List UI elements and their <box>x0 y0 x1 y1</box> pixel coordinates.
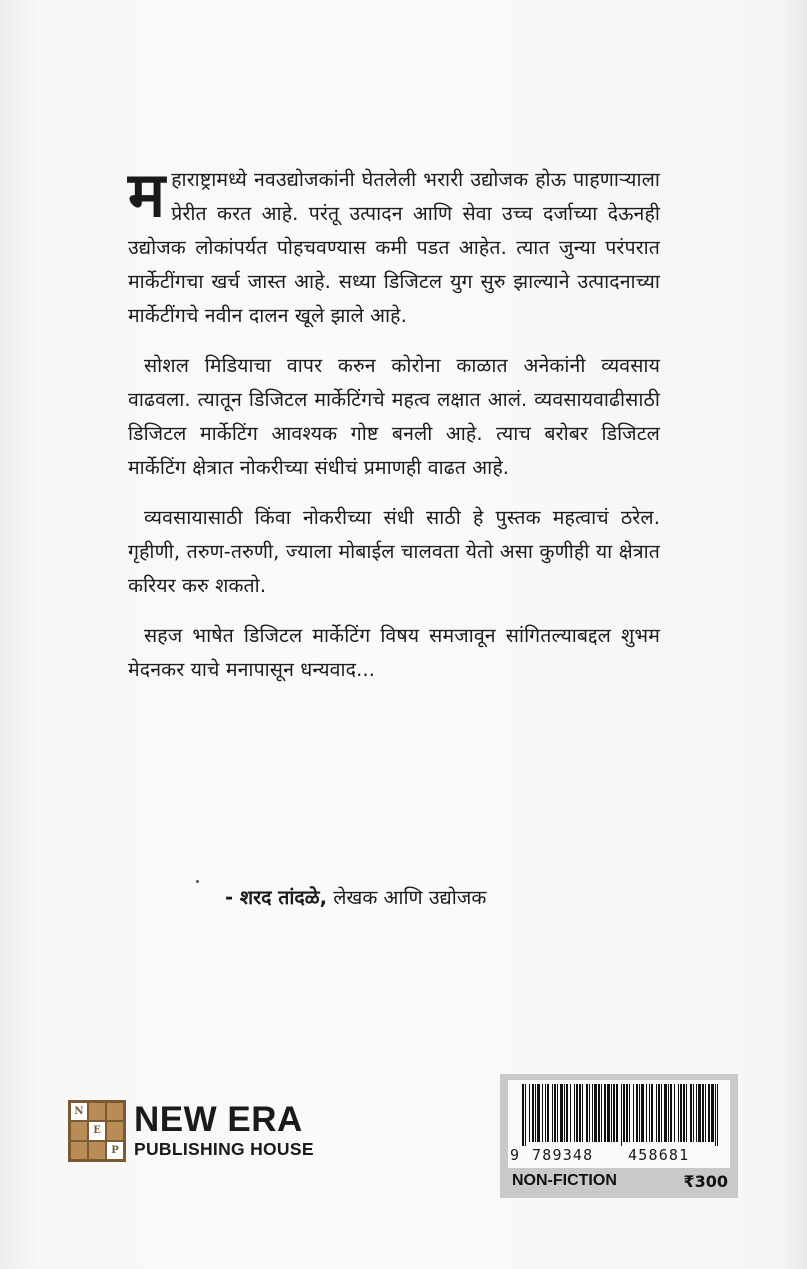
barcode-bar <box>529 1084 530 1142</box>
barcode-bar <box>649 1084 650 1142</box>
barcode-bar <box>698 1084 701 1142</box>
blurb-paragraph-1 <box>128 158 660 333</box>
barcode-bar <box>582 1084 583 1142</box>
barcode-bar <box>604 1084 606 1142</box>
logo-cell-decor <box>70 1141 88 1160</box>
barcode-bar <box>616 1084 618 1142</box>
barcode-bar <box>711 1084 714 1142</box>
barcode-bar <box>560 1084 563 1142</box>
barcode-bar <box>537 1084 540 1142</box>
barcode-bar <box>708 1084 710 1142</box>
drop-cap: म <box>128 158 166 231</box>
barcode-bar <box>690 1084 692 1142</box>
logo-cell-decor <box>70 1121 88 1140</box>
barcode-bar <box>547 1084 549 1142</box>
print-dot <box>196 880 199 883</box>
isbn-prefix: 9 <box>510 1146 520 1164</box>
barcode-bar <box>696 1084 697 1142</box>
author-signature <box>225 882 486 914</box>
barcode-bar <box>683 1084 685 1142</box>
publisher-name: NEW ERA <box>134 1100 303 1139</box>
barcode-bar <box>623 1084 625 1142</box>
logo-letter-p: P <box>106 1141 124 1160</box>
barcode-bar <box>611 1084 612 1142</box>
barcode-bar <box>686 1084 687 1142</box>
barcode-bar <box>542 1084 543 1142</box>
barcode-bar <box>639 1084 640 1142</box>
isbn-group-1: 789348 <box>532 1146 594 1164</box>
barcode-bar <box>641 1084 644 1142</box>
barcode-bar <box>629 1084 630 1142</box>
barcode-bar <box>592 1084 593 1142</box>
barcode-bar <box>693 1084 694 1142</box>
barcode-bar <box>661 1084 662 1142</box>
barcode-bar <box>702 1084 704 1142</box>
barcode-bar <box>601 1084 602 1142</box>
logo-letter-n: N <box>70 1102 88 1121</box>
barcode-bar <box>646 1084 647 1142</box>
logo-cell-decor <box>88 1141 106 1160</box>
blurb-paragraph-1-text: हाराष्ट्रामध्ये नवउद्योजकांनी घेतलेली भरारी उद्योजक होऊ पाहणाऱ्याला प्रेरीत करत आहे. परंतू उत्पादन आणि सेवा उच्च दर्जाच्या देऊनही उद्योजक लोकांपर्यत पोहचवण्यास कमी पडत आहेत. त्यात जुन्या परंपरात मार्केटींगचा खर्च जास्त आहे. सध्या डिजिटल युग सुरु झाल्याने उत्पादनाच्या मार्केटींगचे नवीन दालन खूले झाले आहे. <box>128 168 660 327</box>
barcode-bar <box>576 1084 578 1142</box>
barcode-bar <box>613 1084 615 1142</box>
barcode-bar <box>636 1084 638 1142</box>
barcode-bar <box>715 1084 716 1146</box>
barcode-bar <box>566 1084 568 1142</box>
barcode-bar <box>579 1084 581 1142</box>
barcode-bar <box>545 1084 546 1142</box>
logo-cell-decor <box>106 1102 124 1121</box>
barcode-bar <box>522 1084 524 1146</box>
barcode-bar <box>607 1084 610 1142</box>
book-category: NON-FICTION <box>512 1172 617 1189</box>
publisher-subtitle: PUBLISHING HOUSE <box>134 1139 314 1159</box>
barcode-bar <box>678 1084 679 1142</box>
publisher-logo-icon <box>68 1100 126 1162</box>
logo-cell-decor <box>88 1102 106 1121</box>
signature-name: - शरद तांदळे, <box>225 886 328 909</box>
barcode-bar <box>658 1084 660 1142</box>
barcode-bar <box>532 1084 534 1142</box>
logo-cell-decor <box>106 1121 124 1140</box>
barcode-bar <box>564 1084 565 1142</box>
barcode-bar <box>668 1084 669 1142</box>
barcode-bar <box>705 1084 706 1142</box>
blurb-text <box>128 158 660 687</box>
barcode-bar <box>717 1084 718 1146</box>
barcode-bar <box>574 1084 575 1142</box>
barcode-bar <box>670 1084 672 1142</box>
barcode-bar <box>633 1084 634 1142</box>
barcode-bar <box>651 1084 653 1142</box>
barcode-bar <box>570 1084 571 1142</box>
barcode-bar <box>621 1084 622 1146</box>
book-price: ₹300 <box>683 1172 728 1191</box>
barcode-bar <box>552 1084 553 1142</box>
blurb-paragraph-3: व्यवसायासाठी किंवा नोकरीच्या संधी साठी हे पुस्तक महत्वाचं ठरेल. गृहीणी, तरुण-तरुणी, ज्याला मोबाईल चालवता येतो असा कुणीही या क्षेत्रात करियर करु शकतो. <box>128 506 660 597</box>
logo-letter-e: E <box>88 1121 106 1140</box>
barcode-bar <box>525 1084 526 1146</box>
barcode-bar <box>626 1084 628 1142</box>
isbn-group-2: 458681 <box>628 1146 690 1164</box>
publisher-logo <box>68 1096 314 1166</box>
barcode-bar <box>589 1084 590 1142</box>
barcode-bar <box>664 1084 667 1142</box>
barcode-bar <box>535 1084 536 1142</box>
barcode-bars <box>522 1084 718 1146</box>
blurb-paragraph-2: सोशल मिडियाचा वापर करुन कोरोना काळात अनेकांनी व्यवसाय वाढवला. त्यातून डिजिटल मार्केटिंगचे महत्व लक्षात आलं. व्यवसायवाढीसाठी डिजिटल मार्केटिंग आवश्यक गोष्ट बनली आहे. त्याच बरोबर डिजिटल मार्केटिंग क्षेत्रात नोकरीच्या संधीचं प्रमाणही वाढत आहे. <box>128 354 660 479</box>
publisher-text <box>134 1102 314 1160</box>
barcode-bar <box>598 1084 600 1142</box>
signature-role: लेखक आणि उद्योजक <box>327 886 487 909</box>
barcode-area <box>508 1080 730 1168</box>
barcode-panel <box>500 1074 738 1198</box>
barcode-bar <box>557 1084 558 1142</box>
barcode-bar <box>656 1084 657 1142</box>
barcode-bar <box>586 1084 588 1142</box>
barcode-bar <box>594 1084 597 1142</box>
barcode-bar <box>680 1084 682 1142</box>
blurb-paragraph-4: सहज भाषेत डिजिटल मार्केटिंग विषय समजावून सांगितल्याबद्दल शुभम मेदनकर याचे मनापासून धन्यवाद... <box>128 624 660 681</box>
barcode-bar <box>674 1084 675 1142</box>
barcode-bar <box>554 1084 556 1142</box>
